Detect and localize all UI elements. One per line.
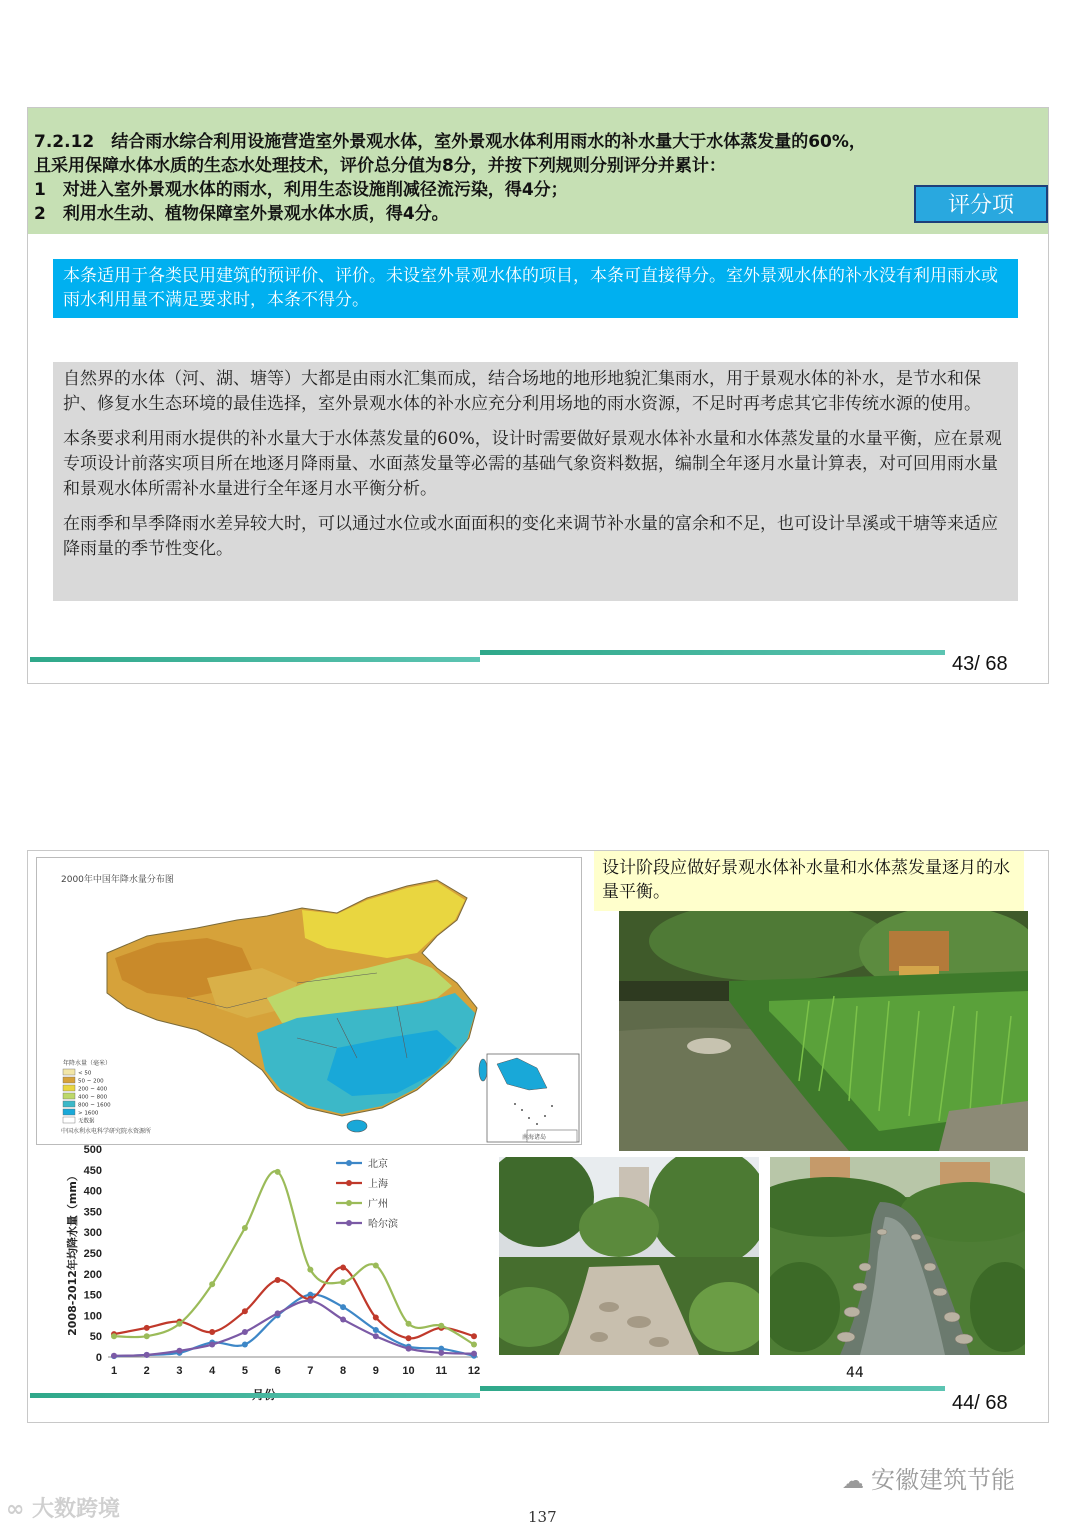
y-tick-label: 450 <box>83 1164 102 1177</box>
wechat-watermark <box>842 1460 1015 1495</box>
map-legend-swatch <box>63 1085 75 1091</box>
pond-reeds-photo <box>619 911 1028 1151</box>
data-point <box>144 1325 150 1331</box>
slide-44 <box>27 850 1049 1423</box>
data-point <box>438 1350 444 1356</box>
map-title: 2000年中国年降水量分布图 <box>61 875 174 885</box>
data-point <box>307 1298 313 1304</box>
map-legend-swatch <box>63 1109 75 1115</box>
map-legend-label: 800 ~ 1600 <box>78 1102 111 1109</box>
clause-line-4: 2 利用水生动、植物保障室外景观水体水质，得4分。 <box>34 204 449 224</box>
data-point <box>307 1267 313 1273</box>
map-legend-label: 无数据 <box>78 1118 95 1125</box>
slide-page-number: 44/ 68 <box>952 1392 1008 1414</box>
data-point <box>209 1342 215 1348</box>
y-tick-label: 150 <box>83 1289 102 1302</box>
legend-label: 上海 <box>368 1179 388 1190</box>
clause-line-1: 7.2.12 结合雨水综合利用设施营造室外景观水体，室外景观水体利用雨水的补水量大于水体蒸发量的60%， <box>34 132 866 152</box>
legend-marker <box>346 1160 352 1166</box>
corner-watermark <box>6 1492 120 1523</box>
watermark-right-text: 安徽建筑节能 <box>871 1466 1015 1494</box>
data-point <box>209 1281 215 1287</box>
data-point <box>406 1335 412 1341</box>
data-point <box>406 1346 412 1352</box>
legend-label: 哈尔滨 <box>368 1219 398 1230</box>
data-point <box>242 1342 248 1348</box>
slide-page-number: 43/ 68 <box>952 653 1008 675</box>
legend-marker <box>346 1180 352 1186</box>
map-legend-swatch <box>63 1117 75 1123</box>
map-inset-caption: 南海诸岛 <box>522 1134 547 1141</box>
clause-line-3: 1 对进入室外景观水体的雨水，利用生态设施削减径流污染，得4分； <box>34 180 568 200</box>
explanation-paragraph-3: 在雨季和旱季降雨水差异较大时，可以通过水位或水面面积的变化来调节补水量的富余和不足，也可设计旱溪或干塘等来适应降雨量的季节性变化。 <box>63 514 998 559</box>
data-point <box>275 1277 281 1283</box>
data-point <box>373 1333 379 1339</box>
scoring-item-badge: 评分项 <box>914 185 1048 223</box>
map-source-caption: 中国水利水电科学研究院水资源所 <box>61 1128 152 1135</box>
data-point <box>144 1352 150 1358</box>
dry-creek-photo <box>499 1157 759 1355</box>
x-tick-label: 11 <box>435 1365 448 1377</box>
legend-marker <box>346 1200 352 1206</box>
data-point <box>111 1353 117 1359</box>
data-point <box>340 1304 346 1310</box>
y-tick-label: 0 <box>95 1352 102 1364</box>
x-tick-label: 2 <box>143 1365 150 1377</box>
x-tick-label: 12 <box>467 1365 481 1377</box>
slide-43 <box>27 107 1049 684</box>
x-tick-label: 4 <box>209 1365 216 1377</box>
data-point <box>406 1321 412 1327</box>
x-tick-label: 1 <box>110 1365 118 1377</box>
y-tick-label: 100 <box>83 1310 102 1323</box>
data-point <box>242 1308 248 1314</box>
data-point <box>373 1314 379 1320</box>
data-point <box>176 1321 182 1327</box>
x-tick-label: 8 <box>340 1365 347 1377</box>
legend-label: 北京 <box>368 1159 388 1170</box>
document-page-number: 137 <box>528 1508 557 1526</box>
footer-divider-right <box>480 1386 945 1391</box>
data-point <box>340 1265 346 1271</box>
wechat-icon: ☁ <box>842 1469 871 1494</box>
stone-stream-photo <box>770 1157 1025 1355</box>
map-legend-label: > 1600 <box>78 1110 99 1117</box>
data-point <box>209 1329 215 1335</box>
data-point <box>471 1342 477 1348</box>
watermark-logo-icon: ∞ <box>6 1497 32 1522</box>
map-legend-swatch <box>63 1093 75 1099</box>
map-legend-label: < 50 <box>78 1070 92 1077</box>
footer-divider-right <box>480 650 945 655</box>
x-tick-label: 7 <box>307 1365 314 1377</box>
series-line-3 <box>114 1171 474 1344</box>
data-point <box>242 1329 248 1335</box>
x-tick-label: 5 <box>241 1365 248 1377</box>
data-point <box>373 1262 379 1268</box>
y-axis-label: 2008-2012年均降水量（mm） <box>66 1170 79 1336</box>
china-map-graphic <box>37 858 581 1144</box>
figure-number: 44 <box>846 1365 864 1381</box>
explanation-box <box>53 362 1018 601</box>
clause-line-2: 且采用保障水体水质的生态水处理技术，评价总分值为8分，并按下列规则分别评分并累计： <box>34 156 726 176</box>
data-point <box>340 1317 346 1323</box>
map-legend-swatch <box>63 1101 75 1107</box>
data-point <box>242 1225 248 1231</box>
footer-divider-left <box>30 1393 480 1398</box>
data-point <box>176 1348 182 1354</box>
data-point <box>471 1351 477 1357</box>
clause-header <box>28 108 1048 234</box>
x-tick-label: 6 <box>274 1365 281 1377</box>
x-tick-label: 3 <box>176 1365 183 1377</box>
watermark-left-text: 大数跨境 <box>32 1497 121 1522</box>
y-tick-label: 200 <box>83 1268 102 1281</box>
precipitation-chart <box>36 1143 482 1405</box>
data-point <box>373 1327 379 1333</box>
precipitation-chart-svg <box>36 1143 482 1405</box>
legend-label: 广州 <box>368 1199 388 1210</box>
footer-divider-left <box>30 657 480 662</box>
y-tick-label: 400 <box>83 1185 102 1198</box>
data-point <box>438 1323 444 1329</box>
map-legend-swatch <box>63 1077 75 1083</box>
explanation-paragraph-2: 本条要求利用雨水提供的补水量大于水体蒸发量的60%，设计时需要做好景观水体补水量和水体蒸发量的水量平衡，应在景观专项设计前落实项目所在地逐月降雨量、水面蒸发量等必需的基础气象资料数据，编制全年逐月水量计算表，对可回用雨水量和景观水体所需补水量进行全年逐月水平衡分析。 <box>63 429 1002 499</box>
data-point <box>340 1279 346 1285</box>
precipitation-map <box>36 857 582 1145</box>
data-point <box>275 1310 281 1316</box>
x-tick-label: 9 <box>372 1365 379 1377</box>
map-legend-swatch <box>63 1069 75 1075</box>
y-tick-label: 300 <box>83 1227 102 1240</box>
y-tick-label: 350 <box>83 1206 102 1219</box>
data-point <box>471 1333 477 1339</box>
x-tick-label: 10 <box>402 1365 415 1377</box>
y-tick-label: 250 <box>83 1248 102 1260</box>
data-point <box>111 1333 117 1339</box>
map-legend-label: 400 ~ 800 <box>78 1094 108 1101</box>
explanation-paragraph-1: 自然界的水体（河、湖、塘等）大都是由雨水汇集而成，结合场地的地形地貌汇集雨水，用于景观水体的补水，是节水和保护、修复水生态环境的最佳选择，室外景观水体的补水应充分利用场地的雨水资源，不足时再考虑其它非传统水源的使用。 <box>63 369 981 414</box>
y-tick-label: 50 <box>89 1331 102 1344</box>
map-legend-label: 50 ~ 200 <box>78 1078 104 1085</box>
y-tick-label: 500 <box>83 1144 102 1156</box>
data-point <box>275 1169 281 1175</box>
legend-marker <box>346 1220 352 1226</box>
map-legend-label: 200 ~ 400 <box>78 1086 108 1093</box>
data-point <box>144 1333 150 1339</box>
design-note: 设计阶段应做好景观水体补水量和水体蒸发量逐月的水量平衡。 <box>594 851 1024 911</box>
applicability-note: 本条适用于各类民用建筑的预评价、评价。未设室外景观水体的项目，本条可直接得分。室外景观水体的补水没有利用雨水或雨水利用量不满足要求时，本条不得分。 <box>53 259 1018 318</box>
map-legend-title: 年降水量（毫米） <box>63 1060 112 1067</box>
